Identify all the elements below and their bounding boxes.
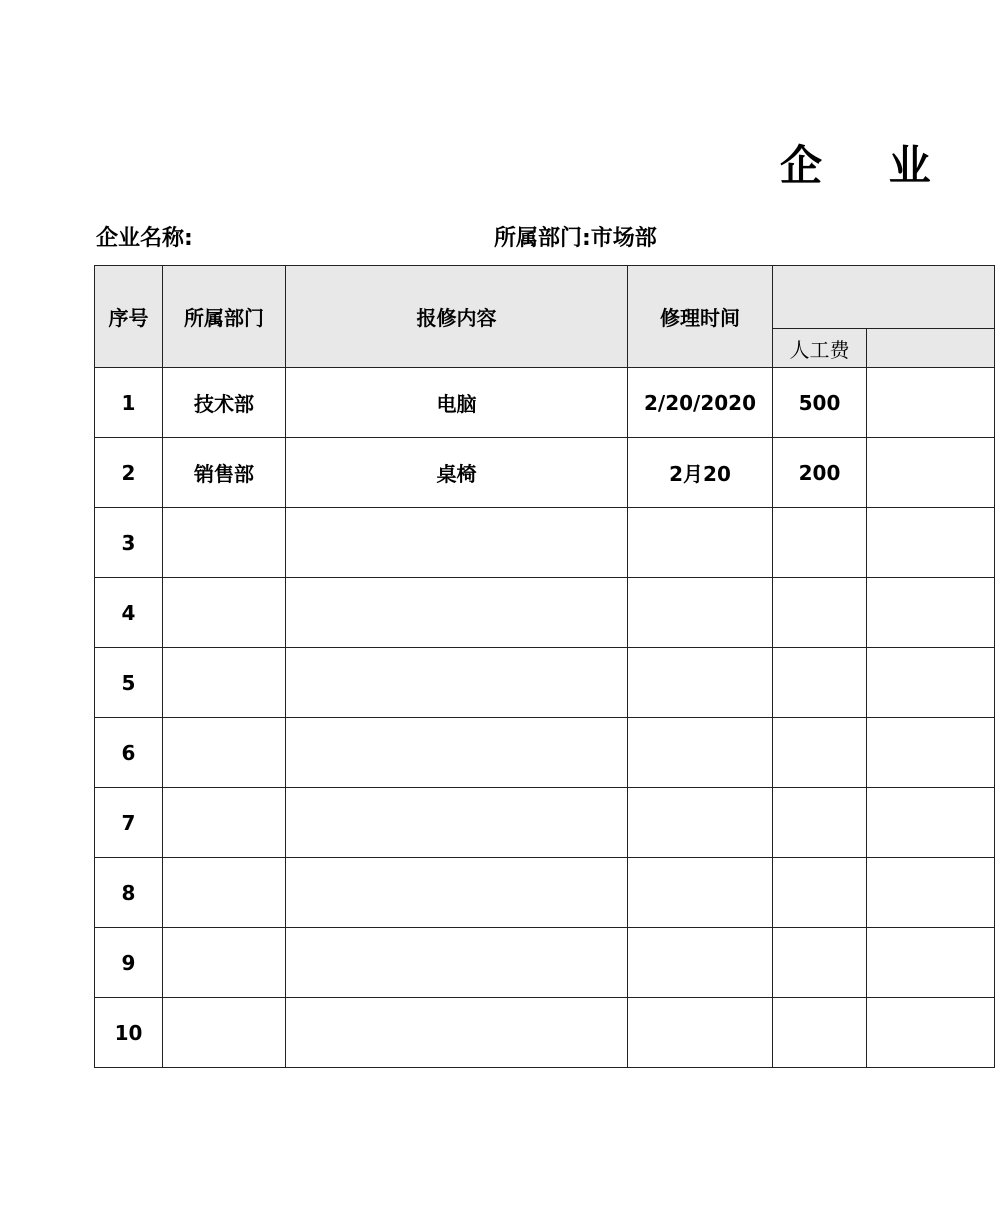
cell-dept[interactable] (163, 718, 286, 788)
cell-time[interactable] (628, 998, 773, 1068)
cell-seq[interactable]: 9 (95, 928, 163, 998)
cell-seq[interactable]: 8 (95, 858, 163, 928)
cell-seq[interactable]: 10 (95, 998, 163, 1068)
cell-content[interactable] (286, 928, 628, 998)
cell-time[interactable] (628, 508, 773, 578)
cell-content[interactable] (286, 788, 628, 858)
cell-labor[interactable] (773, 928, 867, 998)
col-header-labor: 人工费 (773, 329, 867, 368)
cell-next[interactable] (867, 438, 995, 508)
cell-next[interactable] (867, 648, 995, 718)
col-header-content: 报修内容 (286, 266, 628, 368)
cell-seq[interactable]: 4 (95, 578, 163, 648)
table-row (95, 648, 995, 718)
cell-content[interactable] (286, 998, 628, 1068)
cell-dept[interactable] (163, 788, 286, 858)
cell-seq[interactable]: 6 (95, 718, 163, 788)
cell-next[interactable] (867, 718, 995, 788)
cell-dept[interactable]: 技术部 (163, 368, 286, 438)
cell-dept[interactable] (163, 508, 286, 578)
cell-dept[interactable]: 销售部 (163, 438, 286, 508)
cell-time[interactable] (628, 928, 773, 998)
cell-labor[interactable] (773, 858, 867, 928)
col-header-time: 修理时间 (628, 266, 773, 368)
cell-next[interactable] (867, 928, 995, 998)
cell-time[interactable] (628, 858, 773, 928)
cell-seq[interactable]: 2 (95, 438, 163, 508)
cell-next[interactable] (867, 858, 995, 928)
table-row (95, 508, 995, 578)
cell-next[interactable] (867, 788, 995, 858)
col-header-next (867, 329, 995, 368)
cell-seq[interactable]: 7 (95, 788, 163, 858)
col-header-dept: 所属部门 (163, 266, 286, 368)
cell-content[interactable] (286, 578, 628, 648)
cell-next[interactable] (867, 998, 995, 1068)
cell-time[interactable] (628, 788, 773, 858)
company-name-label: 企业名称: (96, 226, 193, 251)
cell-labor[interactable] (773, 578, 867, 648)
cell-labor[interactable] (773, 718, 867, 788)
col-header-seq: 序号 (95, 266, 163, 368)
cell-dept[interactable] (163, 648, 286, 718)
table-row (95, 438, 995, 508)
table-row (95, 718, 995, 788)
table-row (95, 858, 995, 928)
cell-next[interactable] (867, 578, 995, 648)
department-label: 所属部门:市场部 (494, 226, 657, 251)
cell-seq[interactable]: 5 (95, 648, 163, 718)
cell-content[interactable]: 电脑 (286, 368, 628, 438)
cell-labor[interactable] (773, 998, 867, 1068)
cell-content[interactable] (286, 858, 628, 928)
cell-next[interactable] (867, 368, 995, 438)
table-row (95, 368, 995, 438)
repair-table-viewport (94, 265, 866, 1067)
cell-time[interactable] (628, 578, 773, 648)
cell-content[interactable] (286, 508, 628, 578)
cell-seq[interactable]: 1 (95, 368, 163, 438)
cell-dept[interactable] (163, 578, 286, 648)
repair-table (94, 265, 995, 1068)
cell-time[interactable]: 2月20 (628, 438, 773, 508)
cell-content[interactable] (286, 718, 628, 788)
cell-time[interactable] (628, 718, 773, 788)
cell-time[interactable]: 2/20/2020 (628, 368, 773, 438)
table-row (95, 928, 995, 998)
cell-labor[interactable] (773, 508, 867, 578)
cell-labor[interactable]: 200 (773, 438, 867, 508)
cell-labor[interactable] (773, 788, 867, 858)
page-title: 企 业 (780, 141, 957, 190)
cell-labor[interactable]: 500 (773, 368, 867, 438)
col-header-cost-group (773, 266, 995, 329)
cell-next[interactable] (867, 508, 995, 578)
cell-content[interactable] (286, 648, 628, 718)
table-row (95, 578, 995, 648)
table-row (95, 998, 995, 1068)
cell-dept[interactable] (163, 928, 286, 998)
cell-dept[interactable] (163, 998, 286, 1068)
cell-dept[interactable] (163, 858, 286, 928)
cell-seq[interactable]: 3 (95, 508, 163, 578)
cell-content[interactable]: 桌椅 (286, 438, 628, 508)
table-row (95, 788, 995, 858)
cell-labor[interactable] (773, 648, 867, 718)
cell-time[interactable] (628, 648, 773, 718)
